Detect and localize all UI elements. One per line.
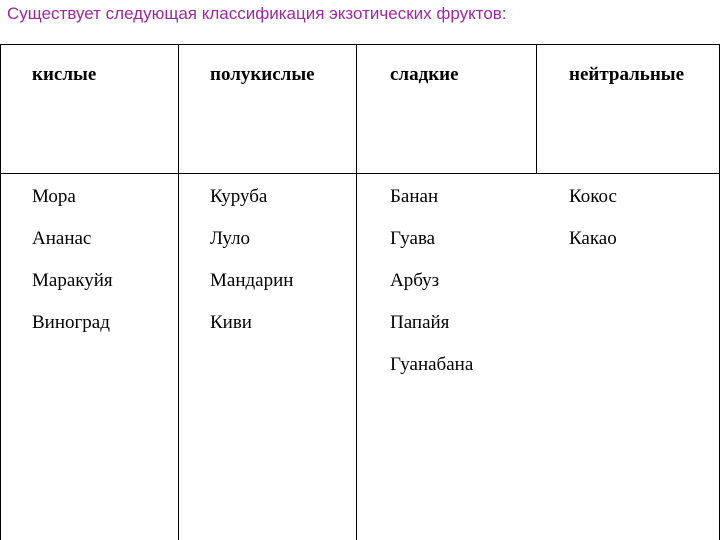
table-cell: Ананас <box>32 228 92 249</box>
table-cell: Папайя <box>390 312 450 333</box>
table-cell: Мора <box>32 186 76 207</box>
table-cell: Какао <box>569 228 617 249</box>
table-cell: Куруба <box>210 186 268 207</box>
table-cell: Арбуз <box>390 270 440 291</box>
column-divider-1 <box>178 44 179 540</box>
header-semi-sour: полукислые <box>210 64 315 85</box>
table-cell: Виноград <box>32 312 110 333</box>
table-cell: Кокос <box>569 186 617 207</box>
table-cell: Маракуйя <box>32 270 113 291</box>
fruit-classification-table <box>0 44 720 540</box>
table-cell: Банан <box>390 186 439 207</box>
header-neutral: нейтральные <box>569 64 685 85</box>
table-top-border <box>0 44 720 45</box>
column-divider-2 <box>356 44 357 540</box>
page-title: Существует следующая классификация экзотических фруктов: <box>7 4 507 23</box>
table-cell: Гуанабана <box>390 354 474 375</box>
table-cell: Гуава <box>390 228 436 249</box>
table-left-border <box>0 44 1 540</box>
header-bottom-border <box>0 173 720 174</box>
table-cell: Киви <box>210 312 252 333</box>
table-cell: Мандарин <box>210 270 294 291</box>
column-divider-3 <box>536 44 537 173</box>
header-sweet: сладкие <box>390 64 459 85</box>
header-sour: кислые <box>32 64 97 85</box>
table-cell: Луло <box>210 228 251 249</box>
